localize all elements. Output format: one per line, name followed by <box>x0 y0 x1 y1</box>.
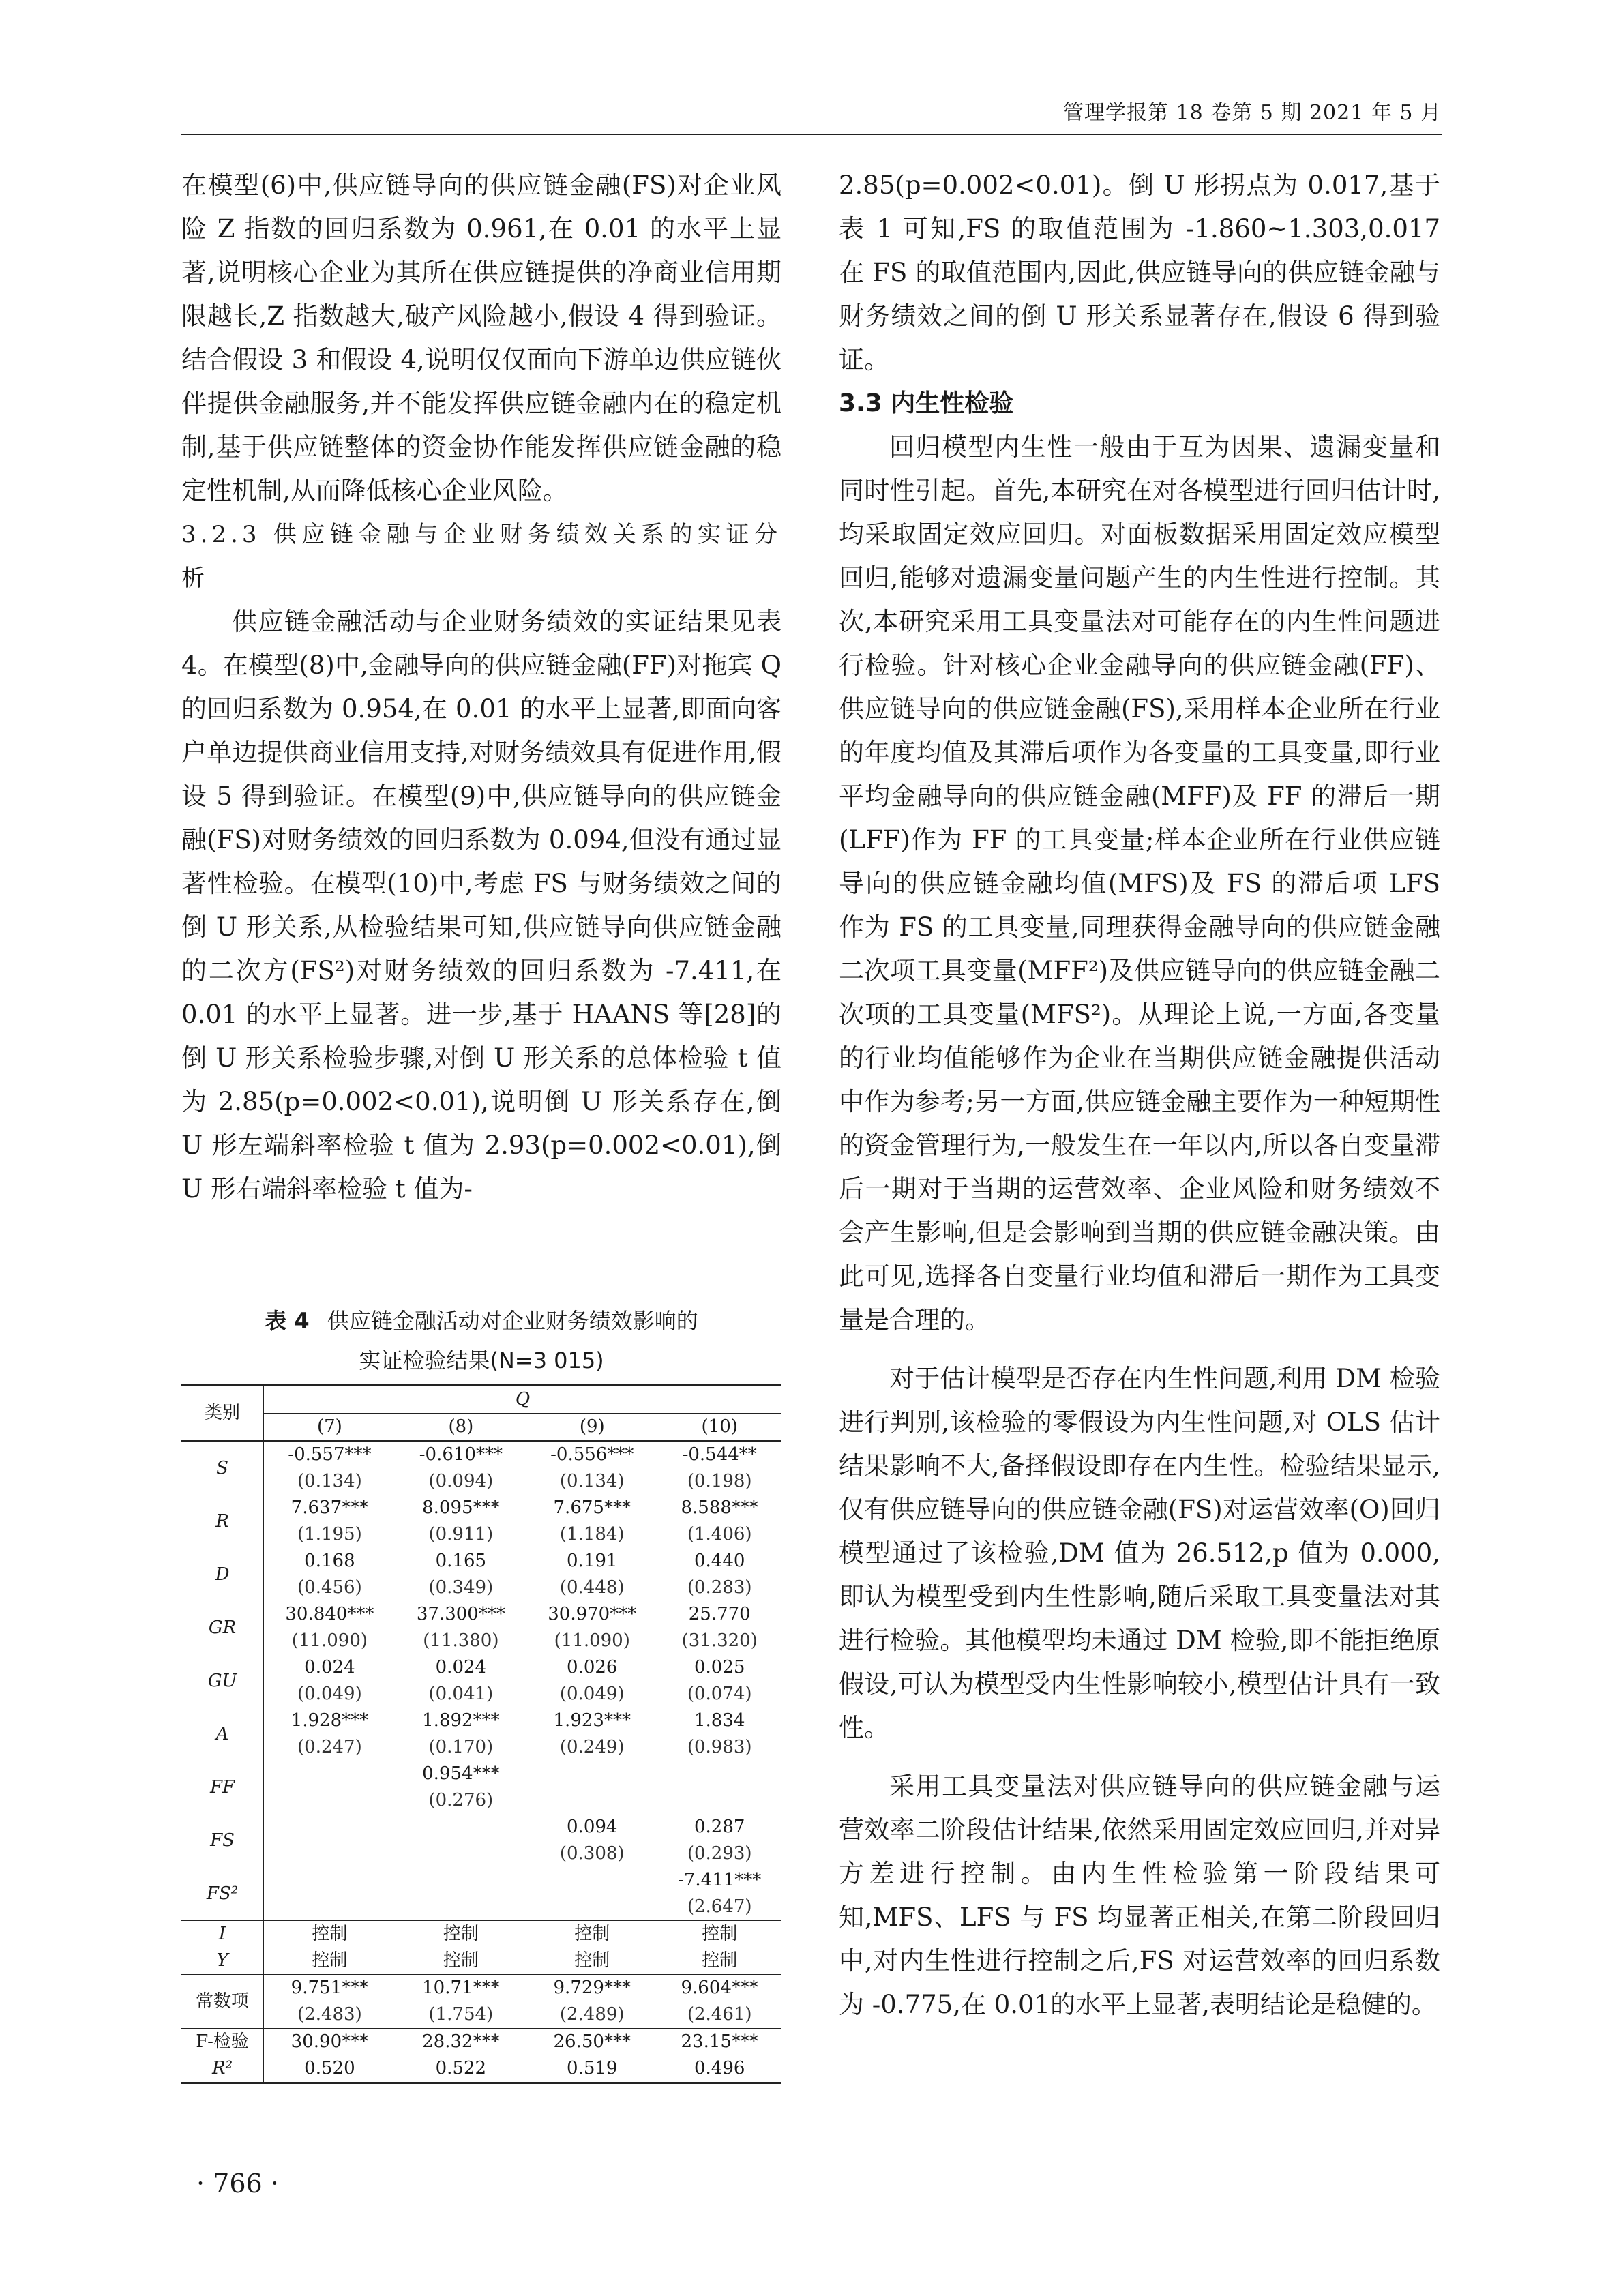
table-cell: 0.024 <box>304 1657 355 1678</box>
table-cell <box>657 1787 781 1814</box>
table-row-r2 <box>181 2055 781 2083</box>
table-cell: 0.026 <box>567 1657 618 1678</box>
model-header-10: (10) <box>657 1414 781 1442</box>
table-caption-line-2: 实证检验结果(N=3 015) <box>359 1347 604 1373</box>
table-cell: 0.168 <box>304 1551 355 1571</box>
table-cell: -7.411*** <box>678 1870 762 1890</box>
table-cell <box>264 1814 396 1840</box>
table-cell: 1.834 <box>694 1710 745 1731</box>
model-header-9: (9) <box>526 1414 657 1442</box>
table-cell: (0.448) <box>559 1577 625 1598</box>
table-cell: 0.519 <box>526 2055 657 2083</box>
table-cell <box>396 1867 526 1894</box>
table-cell: (0.276) <box>428 1790 494 1810</box>
row-label: D <box>181 1548 264 1601</box>
table-cell: (0.074) <box>687 1684 752 1704</box>
table-cell: (0.293) <box>687 1843 752 1864</box>
table-cell <box>396 1840 526 1867</box>
model-header-8: (8) <box>396 1414 526 1442</box>
table-cell: 0.287 <box>694 1817 745 1837</box>
table-cell: (2.647) <box>687 1896 752 1917</box>
right-paragraph-2: 回归模型内生性一般由于互为因果、遗漏变量和同时性引起。首先,本研究在对各模型进行回归估计时,均采取固定效应回归。对面板数据采用固定效应模型回归,能够对遗漏变量问题产生的内生性进行控制。其次,本研究采用工具变量法对可能存在的内生性问题进行检验。针对核心企业金融导向的供应链金融(FF)、供应链导向的供应链金融(FS),采用样本企业所在行业的年度均值及其滞后项作为各变量的工具变量,即行业平均金融导向的供应链金融(MFF)及 FF 的滞后一期(LFF)作为 FF 的工具变量;样本企业所在行业供应链导向的供应链金融均值(MFS)及 FS 的滞后项 LFS 作为 FS 的工具变量,同理获得金融导向的供应链金融二次项工具变量(MFF²)及供应链导向的供应链金融二次项的工具变量(MFS²)。从理论上说,一方面,各变量的行业均值能够作为企业在当期供应链金融提供活动中作为参考;另一方面,供应链金融主要作为一种短期性的资金管理行为,一般发生在一年以内,所以各自变量滞后一期对于当期的运营效率、企业风险和财务绩效不会产生影响,但是会影响到当期的供应链金融决策。由此可见,选择各自变量行业均值和滞后一期作为工具变量是合理的。 <box>839 432 1440 1335</box>
table-cell: (0.170) <box>428 1737 494 1757</box>
table-row-se <box>181 1521 781 1548</box>
table-cell: -0.556*** <box>550 1444 634 1465</box>
table-cell: (1.195) <box>297 1524 362 1545</box>
table-cell: 10.71*** <box>396 1975 526 2002</box>
table-cell: 8.095*** <box>422 1497 500 1518</box>
table-cell: 0.496 <box>657 2055 781 2083</box>
table-cell <box>264 1894 396 1921</box>
table-row-control <box>181 1921 781 1948</box>
row-label: R² <box>181 2055 264 2083</box>
row-label: FF <box>181 1761 264 1814</box>
table-cell: 1.892*** <box>422 1710 500 1731</box>
table-row-se <box>181 1894 781 1921</box>
table-cell <box>657 1761 781 1787</box>
table-cell: (0.049) <box>297 1684 362 1704</box>
row-label: FS <box>181 1814 264 1867</box>
subsection-heading: 3.2.3 供应链金融与企业财务绩效关系的实证分析 <box>181 521 781 592</box>
table-cell: (0.134) <box>559 1471 625 1491</box>
table-row-se <box>181 1681 781 1708</box>
table-cell: 控制 <box>443 1950 479 1971</box>
row-label: GR <box>181 1601 264 1654</box>
table-row-se <box>181 1787 781 1814</box>
table-cell: 控制 <box>312 1950 348 1971</box>
table-row-coef <box>181 1601 781 1628</box>
table-cell: 30.840*** <box>285 1604 374 1624</box>
table-cell: 控制 <box>702 1950 738 1971</box>
table-row-se <box>181 1840 781 1867</box>
table-cell: 控制 <box>526 1921 657 1948</box>
table-row-coef <box>181 1708 781 1734</box>
table-row-se <box>181 1575 781 1601</box>
page-number: · 766 · <box>196 2168 279 2198</box>
column-group-header: 类别 <box>181 1386 264 1442</box>
table-cell <box>526 1761 657 1787</box>
table-cell: 0.191 <box>567 1551 618 1571</box>
table-cell: (0.247) <box>297 1737 362 1757</box>
table-row-coef <box>181 1814 781 1840</box>
table-row-se <box>181 2001 781 2029</box>
table-cell: 控制 <box>657 1921 781 1948</box>
table-cell: 23.15*** <box>657 2029 781 2056</box>
table-cell: 30.90*** <box>264 2029 396 2056</box>
table-cell: (0.198) <box>687 1471 752 1491</box>
table-cell: -0.557*** <box>288 1444 372 1465</box>
row-label: 常数项 <box>181 1975 264 2029</box>
table-cell: (31.320) <box>681 1630 758 1651</box>
table-cell: 28.32*** <box>396 2029 526 2056</box>
table-cell: 9.751*** <box>264 1975 396 2002</box>
table-row-se <box>181 1628 781 1654</box>
table-cell: 1.928*** <box>291 1710 369 1731</box>
table-cell: 0.165 <box>435 1551 487 1571</box>
right-paragraph-1: 2.85(p=0.002<0.01)。倒 U 形拐点为 0.017,基于表 1 可知,FS 的取值范围为 -1.860~1.303,0.017 在 FS 的取值范围内,因此,供应链导向的供应链金融与财务绩效之间的倒 U 形关系显著存在,假设 6 得到验证。 <box>839 170 1440 374</box>
table-cell: (0.283) <box>687 1577 752 1598</box>
row-label: A <box>181 1708 264 1761</box>
left-paragraph-1: 在模型(6)中,供应链导向的供应链金融(FS)对企业风险 Z 指数的回归系数为 0.961,在 0.01 的水平上显著,说明核心企业为其所在供应链提供的净商业信用期限越长,Z 指数越大,破产风险越小,假设 4 得到验证。结合假设 3 和假设 4,说明仅仅面向下游单边供应链伙伴提供金融服务,并不能发挥供应链金融内在的稳定机制,基于供应链整体的资金协作能发挥供应链金融的稳定性机制,从而降低核心企业风险。 <box>181 170 781 505</box>
table-row-control <box>181 1948 781 1975</box>
table-cell: (2.461) <box>687 2004 752 2025</box>
table-cell: 0.025 <box>694 1657 745 1678</box>
table-cell: (0.049) <box>559 1684 625 1704</box>
left-column <box>181 164 781 1211</box>
table-cell: (1.184) <box>559 1524 625 1545</box>
table-row-se <box>181 1734 781 1761</box>
table-cell: 控制 <box>574 1950 610 1971</box>
table-row-coef <box>181 1654 781 1681</box>
table-cell: 1.923*** <box>553 1710 631 1731</box>
header-divider <box>181 134 1442 135</box>
table-cell <box>396 1894 526 1921</box>
table-cell: 0.094 <box>567 1817 618 1837</box>
table-cell: 7.637*** <box>291 1497 369 1518</box>
table-row-coef <box>181 1548 781 1575</box>
table-cell: -0.610*** <box>419 1444 503 1465</box>
right-paragraph-3: 对于估计模型是否存在内生性问题,利用 DM 检验进行判别,该检验的零假设为内生性问题,对 OLS 估计结果影响不大,备择假设即存在内生性。检验结果显示,仅有供应链导向的供应链金融(FS)对运营效率(O)回归模型通过了该检验,DM 值为 26.512,p 值为 0.000,即认为模型受到内生性影响,随后采取工具变量法对其进行检验。其他模型均未通过 DM 检验,即不能拒绝原假设,可认为模型受内生性影响较小,模型估计具有一致性。 <box>839 1364 1440 1742</box>
table-cell: 26.50*** <box>526 2029 657 2056</box>
table-cell: 7.675*** <box>553 1497 631 1518</box>
table-cell <box>526 1867 657 1894</box>
table-cell: 控制 <box>264 1921 396 1948</box>
dependent-variable-header: Q <box>264 1386 781 1414</box>
row-label: F-检验 <box>181 2029 264 2056</box>
right-paragraph-4: 采用工具变量法对供应链导向的供应链金融与运营效率二阶段估计结果,依然采用固定效应回归,并对异方差进行控制。由内生性检验第一阶段结果可知,MFS、LFS 与 FS 均显著正相关,在第二阶段回归中,对内生性进行控制之后,FS 对运营效率的回归系数为 -0.775,在 0.01的水平上显著,表明结论是稳健的。 <box>839 1772 1440 2019</box>
table-cell: 9.729*** <box>526 1975 657 2002</box>
table-row-coef <box>181 1441 781 1468</box>
results-table <box>181 1384 781 2084</box>
table-cell: 0.954*** <box>422 1763 500 1784</box>
row-label: Y <box>181 1948 264 1975</box>
table-cell: 0.520 <box>264 2055 396 2083</box>
results-table-block <box>181 1301 781 2084</box>
table-cell: -0.544** <box>682 1444 757 1465</box>
table-cell <box>396 1814 526 1840</box>
table-cell: (0.983) <box>687 1737 752 1757</box>
table-cell: (11.090) <box>291 1630 368 1651</box>
table-cell: (0.456) <box>297 1577 362 1598</box>
table-cell <box>526 1894 657 1921</box>
table-cell: 37.300*** <box>416 1604 505 1624</box>
table-cell: 25.770 <box>688 1604 751 1624</box>
table-cell: (1.754) <box>428 2004 494 2025</box>
table-cell <box>526 1787 657 1814</box>
right-column <box>839 164 1440 2027</box>
table-cell: 9.604*** <box>657 1975 781 2002</box>
table-cell: (11.380) <box>423 1630 499 1651</box>
journal-header: 管理学报第 18 卷第 5 期 2021 年 5 月 <box>1063 101 1442 125</box>
table-cell: (0.134) <box>297 1471 362 1491</box>
table-cell: (2.483) <box>297 2004 362 2025</box>
table-caption-line-1: 供应链金融活动对企业财务绩效影响的 <box>327 1308 698 1334</box>
table-cell: (0.249) <box>559 1737 625 1757</box>
table-row-constant <box>181 1975 781 2002</box>
table-cell: (0.349) <box>428 1577 494 1598</box>
table-cell: (0.041) <box>428 1684 494 1704</box>
table-cell: (0.911) <box>428 1524 494 1545</box>
table-row-coef <box>181 1867 781 1894</box>
table-caption-number: 表 4 <box>265 1308 310 1334</box>
section-heading: 3.3 内生性检验 <box>839 389 1014 417</box>
table-cell <box>264 1867 396 1894</box>
row-label: S <box>181 1441 264 1495</box>
row-label: FS² <box>181 1867 264 1921</box>
table-cell: (2.489) <box>559 2004 625 2025</box>
table-cell: (11.090) <box>554 1630 630 1651</box>
table-caption <box>181 1301 781 1380</box>
table-row-coef <box>181 1761 781 1787</box>
table-cell: 0.024 <box>435 1657 487 1678</box>
table-cell: (1.406) <box>687 1524 752 1545</box>
table-cell: 控制 <box>396 1921 526 1948</box>
row-label: GU <box>181 1654 264 1708</box>
table-cell <box>264 1761 396 1787</box>
table-cell <box>264 1787 396 1814</box>
table-row-se <box>181 1468 781 1495</box>
table-row-ftest <box>181 2029 781 2056</box>
table-cell: 30.970*** <box>548 1604 637 1624</box>
table-cell: 0.522 <box>396 2055 526 2083</box>
table-cell: (0.094) <box>428 1471 494 1491</box>
table-cell <box>264 1840 396 1867</box>
row-label: R <box>181 1495 264 1548</box>
table-row-coef <box>181 1495 781 1521</box>
table-cell: 0.440 <box>694 1551 745 1571</box>
table-cell: (0.308) <box>559 1843 625 1864</box>
left-paragraph-2: 供应链金融活动与企业财务绩效的实证结果见表 4。在模型(8)中,金融导向的供应链金融(FF)对拖宾 Q 的回归系数为 0.954,在 0.01 的水平上显著,即面向客户单边提供商业信用支持,对财务绩效具有促进作用,假设 5 得到验证。在模型(9)中,供应链导向的供应链金融(FS)对财务绩效的回归系数为 0.094,但没有通过显著性检验。在模型(10)中,考虑 FS 与财务绩效之间的倒 U 形关系,从检验结果可知,供应链导向供应链金融的二次方(FS²)对财务绩效的回归系数为 -7.411,在 0.01 的水平上显著。进一步,基于 HAANS 等[28]的倒 U 形关系检验步骤,对倒 U 形关系的总体检验 t 值为 2.85(p=0.002<0.01),说明倒 U 形关系存在,倒 U 形左端斜率检验 t 值为 2.93(p=0.002<0.01),倒 U 形右端斜率检验 t 值为- <box>181 607 781 1204</box>
row-label: I <box>181 1921 264 1948</box>
model-header-7: (7) <box>264 1414 396 1442</box>
table-cell: 8.588*** <box>681 1497 758 1518</box>
